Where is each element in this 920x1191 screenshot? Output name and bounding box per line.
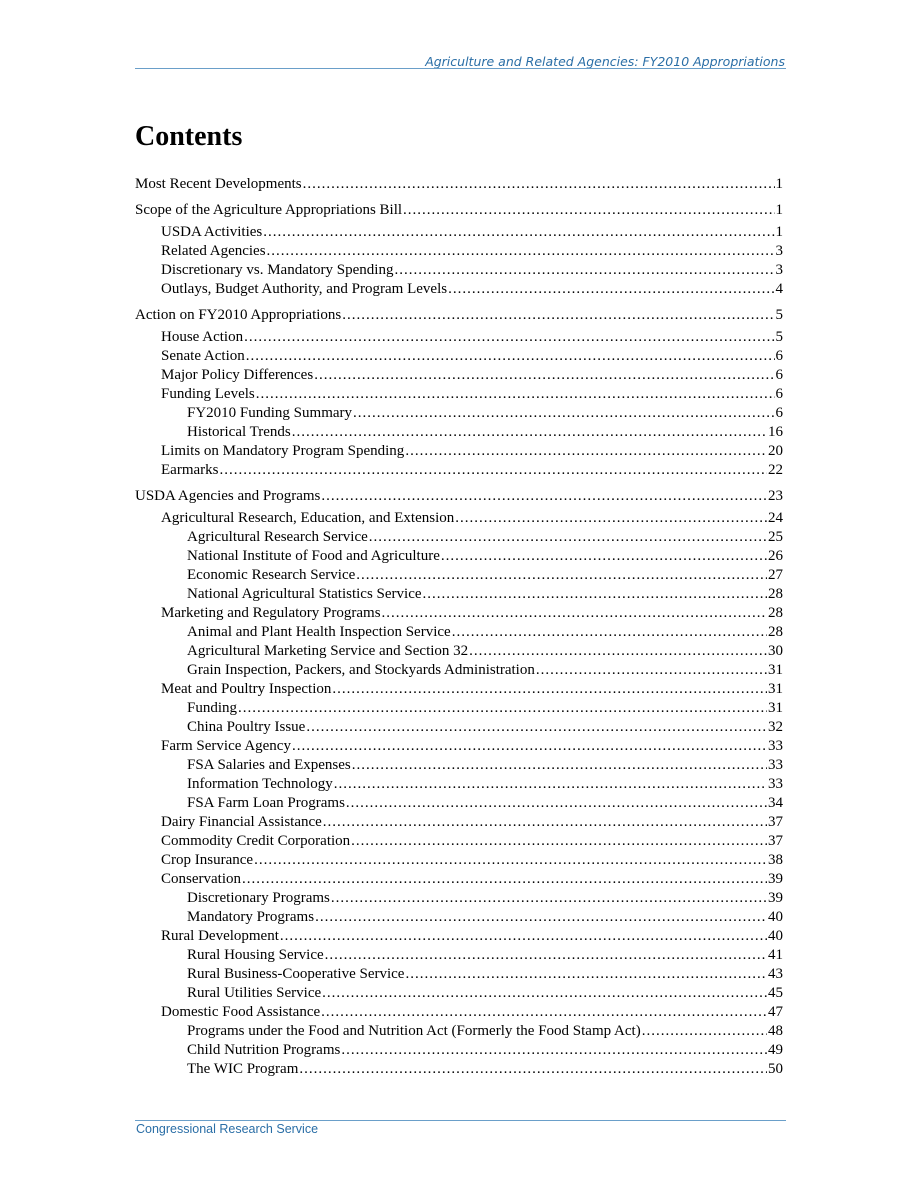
toc-entry-label: Commodity Credit Corporation	[161, 833, 351, 849]
toc-entry-label: USDA Agencies and Programs	[135, 488, 321, 504]
toc-entry[interactable]	[135, 306, 783, 325]
toc-leader-dots	[346, 794, 767, 813]
toc-leader-dots	[292, 423, 767, 442]
toc-entry-label: FSA Farm Loan Programs	[187, 795, 345, 811]
toc-entry-page: 1	[775, 176, 783, 192]
toc-entry-label: Major Policy Differences	[161, 367, 314, 383]
toc-leader-dots	[369, 528, 767, 547]
toc-entry-page: 37	[768, 814, 783, 830]
toc-entry[interactable]	[135, 604, 783, 623]
toc-leader-dots	[455, 509, 767, 528]
toc-leader-dots	[448, 280, 774, 299]
toc-entry[interactable]	[135, 242, 783, 261]
toc-entry[interactable]	[135, 946, 783, 965]
toc-entry-label: Earmarks	[161, 462, 219, 478]
toc-entry-page: 27	[768, 567, 783, 583]
toc-entry[interactable]	[135, 680, 783, 699]
toc-entry[interactable]	[135, 642, 783, 661]
toc-entry-page: 1	[775, 224, 783, 240]
toc-entry-label: Grain Inspection, Packers, and Stockyards Administration	[187, 662, 535, 678]
toc-leader-dots	[405, 965, 767, 984]
toc-leader-dots	[353, 404, 774, 423]
toc-entry[interactable]	[135, 366, 783, 385]
toc-leader-dots	[341, 1041, 767, 1060]
toc-entry-page: 28	[768, 605, 783, 621]
toc-entry[interactable]	[135, 461, 783, 480]
toc-entry-label: Rural Utilities Service	[187, 985, 322, 1001]
toc-entry-page: 39	[768, 871, 783, 887]
toc-leader-dots	[334, 775, 767, 794]
page-title: Contents	[135, 121, 243, 152]
toc-leader-dots	[315, 908, 767, 927]
toc-entry-label: Agricultural Research, Education, and Extension	[161, 510, 455, 526]
toc-leader-dots	[323, 813, 767, 832]
toc-entry-label: Agricultural Marketing Service and Section 32	[187, 643, 469, 659]
toc-entry-label: Child Nutrition Programs	[187, 1042, 341, 1058]
toc-entry-page: 6	[775, 386, 783, 402]
toc-leader-dots	[322, 984, 767, 1003]
toc-entry-page: 6	[775, 348, 783, 364]
toc-leader-dots	[469, 642, 767, 661]
toc-leader-dots	[536, 661, 767, 680]
toc-leader-dots	[394, 261, 774, 280]
toc-entry-page: 47	[768, 1004, 783, 1020]
toc-entry-page: 6	[775, 405, 783, 421]
toc-entry-page: 34	[768, 795, 783, 811]
toc-leader-dots	[325, 946, 767, 965]
toc-entry-page: 45	[768, 985, 783, 1001]
toc-entry[interactable]	[135, 201, 783, 220]
toc-entry-label: Scope of the Agriculture Appropriations Bill	[135, 202, 403, 218]
toc-leader-dots	[246, 347, 775, 366]
toc-entry-label: Most Recent Developments	[135, 176, 302, 192]
toc-entry-page: 6	[775, 367, 783, 383]
toc-entry-page: 32	[768, 719, 783, 735]
toc-entry-label: National Institute of Food and Agriculture	[187, 548, 440, 564]
toc-entry-label: Marketing and Regulatory Programs	[161, 605, 381, 621]
toc-leader-dots	[256, 385, 775, 404]
toc-entry-page: 33	[768, 757, 783, 773]
toc-leader-dots	[423, 585, 767, 604]
toc-leader-dots	[292, 737, 767, 756]
toc-entry-page: 1	[775, 202, 783, 218]
toc-entry[interactable]	[135, 699, 783, 718]
toc-leader-dots	[219, 461, 767, 480]
toc-entry[interactable]	[135, 889, 783, 908]
toc-entry[interactable]	[135, 404, 783, 423]
toc-entry-label: Economic Research Service	[187, 567, 356, 583]
toc-entry-page: 3	[775, 262, 783, 278]
toc-entry[interactable]	[135, 737, 783, 756]
toc-entry-label: China Poultry Issue	[187, 719, 306, 735]
toc-leader-dots	[254, 851, 767, 870]
toc-entry-page: 37	[768, 833, 783, 849]
toc-entry-page: 40	[768, 909, 783, 925]
table-of-contents	[135, 175, 783, 1079]
toc-entry-label: Rural Business-Cooperative Service	[187, 966, 405, 982]
toc-leader-dots	[267, 242, 775, 261]
toc-entry-page: 5	[775, 307, 783, 323]
toc-entry-label: FY2010 Funding Summary	[187, 405, 353, 421]
toc-entry[interactable]	[135, 775, 783, 794]
toc-entry[interactable]	[135, 423, 783, 442]
toc-leader-dots	[306, 718, 767, 737]
toc-entry[interactable]	[135, 385, 783, 404]
toc-entry[interactable]	[135, 984, 783, 1003]
toc-entry[interactable]	[135, 794, 783, 813]
toc-entry[interactable]	[135, 328, 783, 347]
toc-leader-dots	[405, 442, 767, 461]
toc-entry[interactable]	[135, 756, 783, 775]
toc-entry-label: Information Technology	[187, 776, 333, 792]
toc-leader-dots	[382, 604, 767, 623]
toc-entry[interactable]	[135, 509, 783, 528]
toc-entry[interactable]	[135, 175, 783, 194]
toc-entry-page: 31	[768, 681, 783, 697]
toc-leader-dots	[441, 547, 767, 566]
toc-entry-page: 28	[768, 624, 783, 640]
toc-entry[interactable]	[135, 585, 783, 604]
toc-entry-page: 50	[768, 1061, 783, 1077]
toc-leader-dots	[403, 201, 774, 220]
toc-leader-dots	[642, 1022, 767, 1041]
toc-entry[interactable]	[135, 718, 783, 737]
toc-leader-dots	[299, 1060, 767, 1079]
toc-leader-dots	[351, 832, 767, 851]
toc-entry-label: Farm Service Agency	[161, 738, 291, 754]
toc-entry-label: Animal and Plant Health Inspection Service	[187, 624, 451, 640]
running-header: Agriculture and Related Agencies: FY2010 Appropriations	[425, 54, 785, 69]
toc-entry-page: 5	[775, 329, 783, 345]
toc-leader-dots	[280, 927, 767, 946]
toc-entry-page: 23	[768, 488, 783, 504]
toc-entry[interactable]	[135, 927, 783, 946]
toc-entry-page: 40	[768, 928, 783, 944]
toc-entry-page: 31	[768, 700, 783, 716]
footer-publisher: Congressional Research Service	[136, 1122, 319, 1136]
toc-entry[interactable]	[135, 347, 783, 366]
toc-entry[interactable]	[135, 1041, 783, 1060]
toc-entry[interactable]	[135, 1003, 783, 1022]
toc-entry[interactable]	[135, 280, 783, 299]
toc-leader-dots	[452, 623, 767, 642]
toc-entry[interactable]	[135, 528, 783, 547]
toc-entry-label: The WIC Program	[187, 1061, 299, 1077]
toc-entry[interactable]	[135, 870, 783, 889]
toc-entry[interactable]	[135, 487, 783, 506]
toc-entry-page: 33	[768, 738, 783, 754]
toc-entry[interactable]	[135, 661, 783, 680]
toc-entry-label: USDA Activities	[161, 224, 263, 240]
toc-entry-page: 22	[768, 462, 783, 478]
toc-entry[interactable]	[135, 832, 783, 851]
toc-entry[interactable]	[135, 223, 783, 242]
toc-entry-label: Rural Housing Service	[187, 947, 324, 963]
toc-entry[interactable]	[135, 1022, 783, 1041]
toc-entry-label: Limits on Mandatory Program Spending	[161, 443, 405, 459]
toc-entry-page: 30	[768, 643, 783, 659]
toc-entry-label: Agricultural Research Service	[187, 529, 368, 545]
toc-entry-label: Funding Levels	[161, 386, 255, 402]
toc-entry-label: FSA Salaries and Expenses	[187, 757, 351, 773]
toc-entry-page: 43	[768, 966, 783, 982]
footer-rule	[135, 1120, 786, 1121]
toc-entry-page: 31	[768, 662, 783, 678]
toc-entry-page: 4	[775, 281, 783, 297]
toc-entry-label: National Agricultural Statistics Service	[187, 586, 422, 602]
toc-leader-dots	[352, 756, 767, 775]
toc-leader-dots	[321, 1003, 767, 1022]
toc-entry-label: Historical Trends	[187, 424, 291, 440]
toc-entry-page: 41	[768, 947, 783, 963]
toc-entry-label: Funding	[187, 700, 238, 716]
toc-leader-dots	[238, 699, 767, 718]
toc-entry-label: Domestic Food Assistance	[161, 1004, 321, 1020]
toc-entry-label: Outlays, Budget Authority, and Program Levels	[161, 281, 448, 297]
toc-entry-page: 24	[768, 510, 783, 526]
toc-entry[interactable]	[135, 908, 783, 927]
toc-entry[interactable]	[135, 813, 783, 832]
toc-entry-label: Rural Development	[161, 928, 279, 944]
toc-entry-label: Crop Insurance	[161, 852, 254, 868]
toc-entry-page: 48	[768, 1023, 783, 1039]
toc-entry-page: 16	[768, 424, 783, 440]
toc-leader-dots	[332, 680, 767, 699]
toc-entry-label: Meat and Poultry Inspection	[161, 681, 332, 697]
toc-entry-page: 38	[768, 852, 783, 868]
toc-leader-dots	[342, 306, 774, 325]
toc-entry-page: 33	[768, 776, 783, 792]
toc-entry-label: Senate Action	[161, 348, 245, 364]
toc-entry[interactable]	[135, 965, 783, 984]
toc-leader-dots	[331, 889, 767, 908]
toc-leader-dots	[356, 566, 767, 585]
toc-entry-label: Programs under the Food and Nutrition Act (Formerly the Food Stamp Act)	[187, 1023, 641, 1039]
toc-entry-label: Discretionary Programs	[187, 890, 330, 906]
toc-entry-page: 3	[775, 243, 783, 259]
toc-entry-page: 49	[768, 1042, 783, 1058]
toc-entry-page: 28	[768, 586, 783, 602]
toc-entry-page: 25	[768, 529, 783, 545]
toc-entry-page: 20	[768, 443, 783, 459]
toc-entry-page: 39	[768, 890, 783, 906]
header-rule	[135, 68, 786, 69]
toc-entry[interactable]	[135, 566, 783, 585]
toc-entry-label: House Action	[161, 329, 244, 345]
toc-leader-dots	[263, 223, 774, 242]
toc-entry[interactable]	[135, 1060, 783, 1079]
toc-entry-page: 26	[768, 548, 783, 564]
toc-entry[interactable]	[135, 851, 783, 870]
toc-leader-dots	[314, 366, 774, 385]
toc-leader-dots	[244, 328, 774, 347]
toc-entry[interactable]	[135, 442, 783, 461]
toc-entry-label: Conservation	[161, 871, 241, 887]
toc-entry-label: Discretionary vs. Mandatory Spending	[161, 262, 394, 278]
toc-entry[interactable]	[135, 547, 783, 566]
toc-entry-label: Action on FY2010 Appropriations	[135, 307, 342, 323]
toc-leader-dots	[321, 487, 767, 506]
toc-entry-label: Dairy Financial Assistance	[161, 814, 322, 830]
toc-leader-dots	[242, 870, 767, 889]
toc-entry-label: Mandatory Programs	[187, 909, 315, 925]
toc-entry[interactable]	[135, 261, 783, 280]
toc-leader-dots	[303, 175, 775, 194]
toc-entry-label: Related Agencies	[161, 243, 266, 259]
toc-entry[interactable]	[135, 623, 783, 642]
